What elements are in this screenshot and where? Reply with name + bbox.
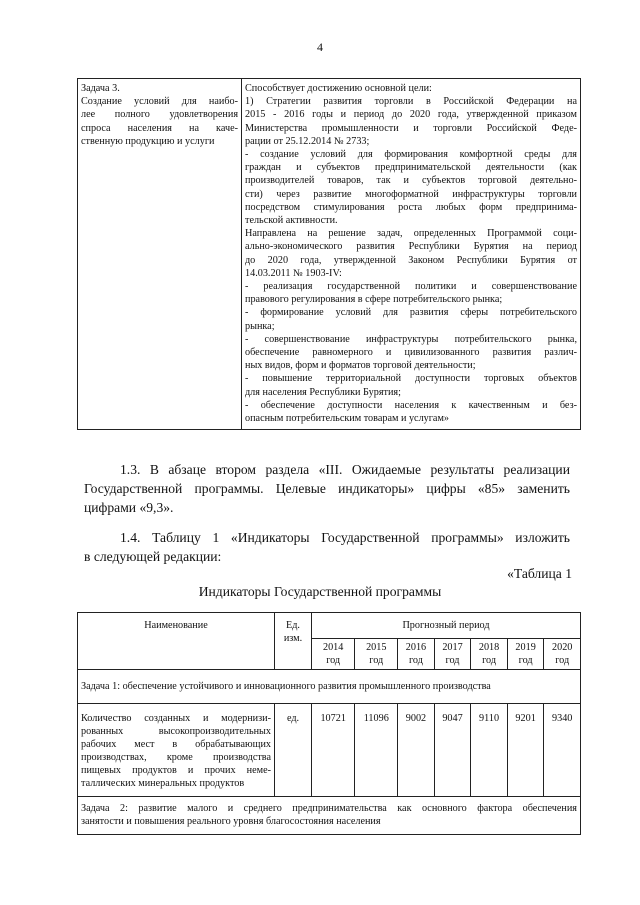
header-period-cell: Прогнозный период — [312, 613, 581, 639]
paragraph-1-4 — [84, 528, 570, 566]
text-line: Направлена на решение задач, определенных Программой соци- — [245, 228, 577, 240]
table-header-row — [78, 613, 581, 639]
year-unit: год — [555, 655, 570, 666]
value-cell: 10721 — [312, 704, 355, 797]
text-line: - повышение территориальной доступности торговых объектов — [245, 373, 577, 385]
value-cell: 9340 — [544, 704, 581, 797]
year-cell — [471, 639, 508, 670]
value-cell: 9002 — [398, 704, 435, 797]
year-cell — [434, 639, 471, 670]
value-cell: 9201 — [507, 704, 544, 797]
paragraph-1-3 — [84, 460, 570, 517]
year-cell — [398, 639, 435, 670]
text-line: тельской активности. — [245, 215, 338, 227]
year-label: 2017 — [442, 642, 463, 653]
text-line: пищевых продуктов и прочих неме- — [81, 765, 271, 776]
text-line: производствах, кроме производства — [81, 752, 271, 763]
text-line: правового регулирования в сфере потребительского рынка; — [245, 294, 503, 306]
text-line: рынка; — [245, 320, 275, 332]
indicator-unit-cell: ед. — [275, 704, 312, 797]
task3-title-cell — [78, 79, 242, 430]
text-line: ально-экономического развития Республики Бурятия на период — [245, 241, 577, 253]
text-line: Задача 2: развитие малого и среднего предпринимательства как основного фактора обеспечения — [81, 803, 577, 814]
year-cell — [507, 639, 544, 670]
year-label: 2014 — [322, 642, 344, 653]
text-line: цифрами «9,3». — [84, 500, 174, 515]
page-number: 4 — [317, 40, 323, 54]
year-unit: год — [326, 655, 341, 666]
text-line: обеспечение равномерного и цивилизованного развития различ- — [245, 347, 577, 359]
year-cell — [312, 639, 355, 670]
year-unit: год — [409, 655, 423, 666]
year-label: 2018 — [478, 642, 500, 653]
table-title: Индикаторы Государственной программы — [198, 584, 442, 599]
text-line: производителей товаров, так и субъектов торговой деятельно- — [245, 175, 577, 187]
value-cell: 9110 — [471, 704, 508, 797]
text-line: спроса населения на каче- — [81, 122, 238, 134]
text-line: рованных высокопроизводительных — [81, 726, 271, 737]
task2-row — [78, 797, 581, 835]
text-line: Министерства промышленности и торговли Российской Феде- — [245, 122, 577, 134]
text-line: Способствует достижению основной цели: — [245, 83, 432, 94]
text-line: до 2020 года, утвержденной Законом Республики Бурятия от — [245, 254, 577, 266]
header-unit-line: Ед. — [286, 620, 300, 631]
text-line: лее полного удовлетворения — [81, 109, 238, 121]
year-unit: год — [445, 655, 460, 666]
year-unit: год — [518, 655, 533, 666]
text-line: Количество созданных и модернизи- — [81, 713, 271, 724]
text-line: Создание условий для наибо- — [81, 96, 238, 108]
text-line: таллических минеральных продуктов — [81, 778, 245, 789]
text-line: 1.3. В абзаце втором раздела «III. Ожидаемые результаты реализации — [120, 462, 570, 477]
header-unit-line: изм. — [283, 633, 303, 644]
text-line: рации от 25.12.2014 № 2733; — [245, 135, 370, 147]
text-line: ственную продукцию и услуги — [81, 135, 215, 147]
table-row — [78, 704, 581, 797]
text-line: - обеспечение доступности населения к качественным и без- — [245, 399, 577, 411]
text-line: - реализация государственной политики и совершенствование — [245, 281, 577, 293]
indicators-table — [77, 612, 581, 835]
text-line: 1.4. Таблицу 1 «Индикаторы Государственной программы» изложить — [120, 530, 570, 545]
text-line: 14.03.2011 № 1903-IV: — [245, 267, 342, 279]
text-line: в следующей редакции: — [84, 549, 222, 564]
year-label: 2016 — [405, 642, 427, 653]
text-line: занятости и повышения реального уровня благосостояния населения — [81, 816, 381, 827]
year-label: 2020 — [552, 642, 573, 653]
text-line: граждан и субъектов предпринимательской деятельности (как — [245, 162, 577, 174]
text-line: Задача 3. — [81, 83, 120, 94]
text-line: 2015 - 2016 годы и период до 2020 года, утвержденной приказом — [245, 109, 577, 121]
text-line: Государственной программы. Целевые индикаторы» цифры «85» заменить — [84, 481, 570, 496]
text-line: - совершенствование инфраструктуры потребительского рынка, — [245, 333, 577, 345]
value-cell: 9047 — [434, 704, 471, 797]
task2-cell — [78, 797, 581, 835]
text-line: сти) через развитие многоформатной инфраструктуры торговли — [245, 188, 577, 200]
task3-description-cell — [242, 79, 581, 430]
year-unit: год — [369, 655, 384, 666]
indicator-name-cell — [78, 704, 275, 797]
year-label: 2015 — [366, 642, 387, 653]
text-line: 1) Стратегии развития торговли в Российской Федерации на — [245, 96, 577, 108]
text-line: опасным потребительским товарам и услугам» — [245, 413, 449, 425]
text-line: - формирование условий для развития сферы потребительского — [245, 307, 577, 319]
table-number-caption: «Таблица 1 — [507, 566, 572, 581]
header-name-cell: Наименование — [78, 613, 275, 670]
year-cell — [355, 639, 398, 670]
text-line: посредством стимулирования роста любых форм предпринима- — [245, 201, 577, 213]
task1-row — [78, 670, 581, 704]
text-line: для населения Республики Бурятия; — [245, 386, 401, 398]
task1-cell: Задача 1: обеспечение устойчивого и инновационного развития промышленного производства — [78, 670, 581, 704]
text-line: рабочих мест в обрабатывающих — [81, 739, 271, 750]
text-line: - создание условий для формирования комфортной среды для — [245, 149, 577, 161]
task3-table — [77, 78, 581, 430]
year-unit: год — [482, 655, 497, 666]
year-label: 2019 — [515, 642, 536, 653]
year-cell — [544, 639, 581, 670]
text-line: ных видов, форм и форматов торговой деятельности; — [245, 360, 476, 372]
header-unit-cell — [275, 613, 312, 670]
value-cell: 11096 — [355, 704, 398, 797]
